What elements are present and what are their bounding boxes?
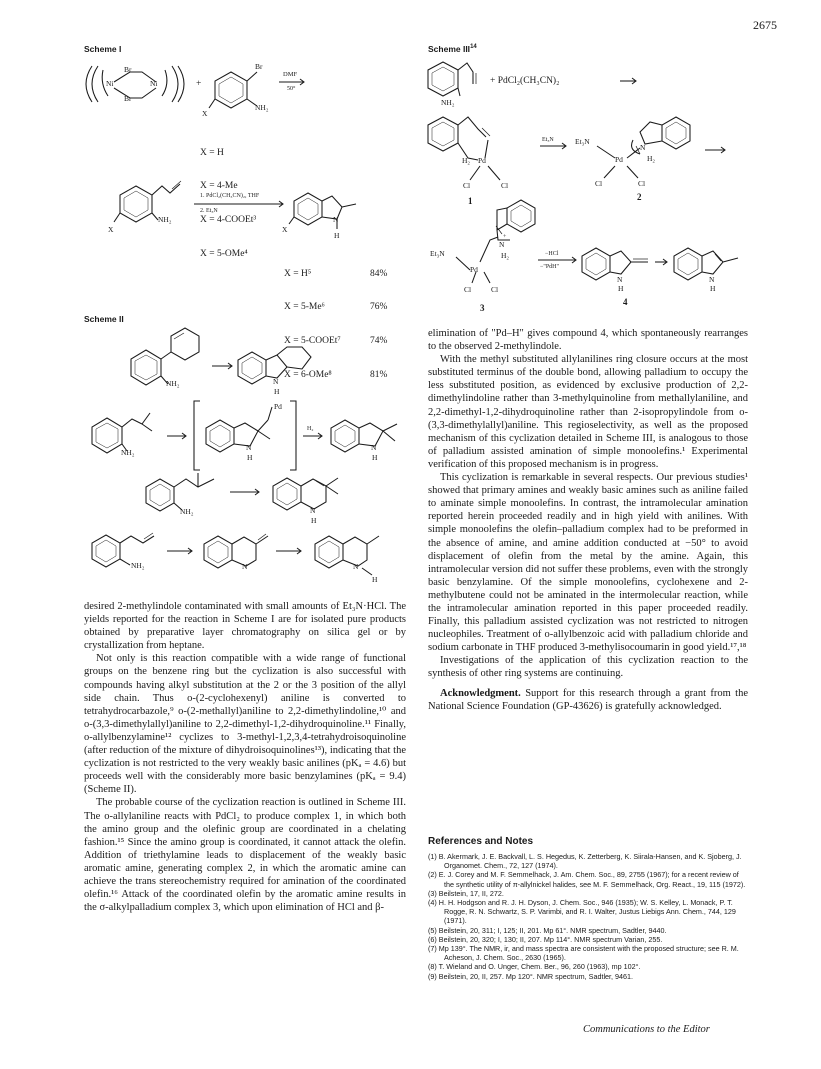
s3-elim-bottom: −"PdH" — [540, 264, 559, 270]
s3-c1-cl-left: Cl — [463, 181, 471, 190]
s3-c3-et3n: Et₃N — [430, 249, 445, 258]
page-number: 2675 — [753, 18, 777, 32]
s2-row2-n: N — [246, 443, 252, 452]
left-paragraph: The probable course of the cyclization reaction is outlined in Scheme III. The o-allylaniline reacts with PdCl₂ to produce complex 1, in which both the amino group and the olefinic group are coordinated in a chelating fashion.¹⁵ Since the amino group is coordinated, it cannot attack the olefin. Addition of triethylamine leads to displacement of the weakly basic aromatic amine, generating complex 2, in which the aromatic amine can achieve the trans stereochemistry required for amination of the coordinated olefin.¹⁶ Attack of the coordinated olefin by the aromatic amine results in the σ-alkylpalladium complex 3, which upon elimination of HCl and β- — [84, 797, 406, 914]
s3-final-h: H — [710, 284, 716, 293]
right-paragraph: Investigations of the application of this cyclization reaction to the synthesis of other ring systems are continuing. — [428, 655, 748, 680]
ni-br-bottom: Br — [124, 94, 132, 103]
reference-item: (8) T. Wieland and O. Unger, Chem. Ber., 96, 260 (1963), mp 102°. — [428, 962, 641, 972]
condition-temp: 50° — [287, 86, 296, 92]
footer-section: Communications to the Editor — [583, 1024, 710, 1035]
s3-c3-label: 3 — [480, 303, 485, 313]
s2-row4-nh2: NH₂ — [131, 561, 145, 570]
references-heading: References and Notes — [428, 836, 534, 847]
aniline-x: X — [202, 109, 208, 118]
reference-item: (9) Beilstein, 20, II, 257. Mp 120°. NMR spectrum, Sadtler, 9461. — [428, 971, 634, 981]
acknowledgment-heading: Acknowledgment. — [440, 687, 521, 699]
s3-c1-cl-right: Cl — [501, 181, 509, 190]
s2-row4-n: N — [242, 562, 248, 571]
s3-c2-et3n: Et₃N — [575, 137, 590, 146]
indole-x: X — [282, 225, 288, 234]
s3-c1-h2: H₂ — [462, 156, 471, 165]
s3-c2-pd: Pd — [615, 155, 623, 164]
s2-row2-prod-h: H — [372, 453, 378, 462]
s3-final-n: N — [709, 275, 715, 284]
product: X = H⁵ — [284, 268, 312, 279]
reference-item: (2) E. J. Corey and M. F. Semmelhack, J. Am. Chem. Soc., 89, 2755 (1967); for a recent review of the synthetic utility of π-allylnickel halides, see M. F. Semmelhack, Org. React., 19, 115 (1972). — [428, 870, 746, 889]
s2-row4-prod-n: N — [353, 562, 359, 571]
s2-row2-pd: Pd — [274, 402, 282, 411]
product: X = 5-COOEt⁷ — [284, 336, 341, 347]
s3-c3-plus: + — [503, 234, 507, 240]
reference-item: (1) B. Akermark, J. E. Backvall, L. S. Hegedus, K. Zetterberg, K. Siirala-Hansen, and K. Sjoberg, J. Organomet. Chem., 72, 127 (1974). — [428, 852, 742, 871]
s3-c3-h2: H₂ — [501, 251, 510, 260]
s2-row4-prod-h: H — [372, 575, 378, 584]
condition-solvent: DMF — [283, 71, 298, 78]
s3-elim-top: −HCl — [545, 251, 559, 257]
s2-row2-prod-n: N — [371, 443, 377, 452]
left-column — [84, 600, 406, 914]
s2-row1-nh2: NH₂ — [166, 379, 180, 388]
s2-row1-n: N — [273, 377, 279, 386]
s3-c2-cl-right: Cl — [638, 179, 646, 188]
s3-c4-h: H — [618, 284, 624, 293]
s3-c4-n: N — [617, 275, 623, 284]
s2-row1-h: H — [274, 387, 280, 396]
acknowledgment-text: Support for this research through a grant from the National Science Foundation (GP-43626) is gratefully acknowledged. — [428, 687, 749, 712]
s2-row3-nh2: NH₂ — [180, 507, 194, 516]
s3-c2-h2: H₂ — [647, 154, 656, 163]
s3-plus-reagent: + PdCl₂(CH₃CN)₂ — [490, 76, 560, 86]
acknowledgment — [428, 687, 748, 713]
indole-h: H — [334, 231, 340, 240]
yield: 84% — [370, 268, 388, 279]
ni-br-top: Br — [124, 65, 132, 74]
reference-item: (3) Beilstein, 17, II, 272. — [428, 888, 504, 898]
s3-c2-n: N — [640, 143, 646, 152]
scheme-3-ref: 14 — [470, 44, 477, 51]
s3-c3-n: N — [499, 240, 505, 249]
references-list — [428, 852, 750, 981]
reference-item: (6) Beilstein, 20, 320; I, 130; II, 207. Mp 114°. NMR spectrum Varian, 255. — [428, 934, 663, 944]
s2-row2-h: H — [247, 453, 253, 462]
s3-c2-cl-left: Cl — [595, 179, 603, 188]
x-variant: X = H — [200, 147, 224, 158]
ni-right: Ni — [150, 79, 158, 88]
left-paragraph: desired 2-methylindole contaminated with small amounts of Et₃N·HCl. The yields reported for the reaction in Scheme I are for isolated pure products obtained by preparative layer chromatography on silica gel or by crystallization from heptane. — [84, 601, 406, 652]
indole-n: N — [333, 215, 339, 224]
s3-c3-pd: Pd — [470, 265, 478, 274]
s3-c3-cl-left: Cl — [464, 285, 472, 294]
step-1: 1. PdCl₂(CH₃CN)₂, THF — [200, 193, 260, 199]
scheme-3-title-text: Scheme III — [428, 44, 471, 54]
right-column — [428, 327, 748, 713]
step-2: 2. Et₃N — [200, 208, 218, 214]
product: X = 5-Me⁶ — [284, 302, 325, 313]
right-paragraph: This cyclization is remarkable in several respects. Our previous studies¹ showed that primary amines and weakly basic amines such as aniline failed to aminate simple monoolefins. In contrast, the intramolecular amination reported herein proceeded readily and in high yield with anilines. With simple monoolefins the olefin–palladium complex had to be preformed in the absence of amine, and amine addition conducted at −50° to avoid displacement of olefin from the metal by the amine. Again, this intramolecular version did not suffer these problems, even with the strongly basic benzylamine. Of the simple monoolefins, cyclohexene and 2-methylbutene could not be aminated in the intermolecular reaction, while the intramolecular amination reported in this paper proceeded readily. Finally, this palladium assisted cyclization was not restricted to nitrogen nucleophiles. Treatment of o-allylbenzoic acid with palladium chloride and sodium carbonate in THF produced 3-methylisocoumarin in good yield.¹⁷,¹⁸ — [428, 472, 748, 654]
x-variant: X = 5-OMe⁴ — [200, 249, 248, 260]
allyl-nh2: NH₂ — [158, 215, 172, 224]
plus-sign: + — [196, 79, 202, 89]
scheme-2-title: Scheme II — [84, 314, 124, 324]
left-paragraph: Not only is this reaction compatible with a wide range of functional groups on the benzene ring but the cyclization is also successful with compounds having alkyl substitution at the 2 or the 3 position of the allyl side chain. Thus o-(2-cyclohexenyl) aniline is converted to tetrahydrocarbazole,⁹ o-(2-methallyl)aniline to 2,2-dimethylindoline,¹⁰ and o-(3,3-dimethylallyl)aniline to 2,2-dimethyl-1,2-dihydroquinoline.¹¹ Finally, o-allylbenzylamine¹² cyclizes to 3-methyl-1,2,3,4-tetrahydroisoquinoline (after reduction of the mixture of dihydroisoquinolines¹³), indicating that the cyclization is not restricted to the very weakly basic anilines (pKₐ = 4.6) but proceeds well with the considerably more basic benzylamines (pKₐ = 9.4) (Scheme II). — [84, 653, 406, 796]
s3-arrow-reagent: Et₃N — [542, 137, 554, 143]
s2-row2-nh2: NH₂ — [121, 448, 135, 457]
s2-row2-reagent: H₂ — [307, 426, 314, 432]
s3-c3-cl-right: Cl — [491, 285, 499, 294]
s3-c1-label: 1 — [468, 196, 473, 206]
reference-item: (4) H. H. Hodgson and R. J. H. Dyson, J. Chem. Soc., 946 (1935); W. S. Kelley, L. Monack, P. T. Rogge, R. N. Schwartz, S. P. Varimbi, and R. I. Walter, Justus Liebigs Ann. Chem., 744, 129 (1971). — [428, 898, 736, 926]
s3-c2-label: 2 — [637, 192, 642, 202]
x-variant: X = 4-COOEt³ — [200, 215, 257, 226]
right-paragraph: elimination of "Pd–H" gives compound 4, which spontaneously rearranges to the observed 2-methylindole. — [428, 328, 748, 353]
reference-item: (5) Beilstein, 20, 311; I, 125; II, 201. Mp 61°. NMR spectrum, Sadtler, 9440. — [428, 925, 667, 935]
s3-nh2: NH₂ — [441, 98, 455, 107]
s2-row3-n: N — [310, 506, 316, 515]
s2-row3-h: H — [311, 516, 317, 525]
yield: 76% — [370, 302, 388, 313]
aniline-nh2: NH₂ — [255, 103, 269, 112]
right-paragraph: With the methyl substituted allylanilines ring closure occurs at the most substituted terminus of the double bond, allowing palladium to occupy the less substituted position, as evidenced by exclusive production of 2,2-dimethylindoline rather than 3-methylquinoline from methallylaniline, and 2,2-dimethyl-1,2-dihydroquinoline rather than 2-isopropylindole from o-(3,3-dimethylallyl)aniline. This regioselectivity, as well as the proposed mechanism of this cyclization detailed in Scheme III, is analogous to those of palladium assisted amination of simple monoolefins.¹ Experimental verification of this proposed mechanism is in progress. — [428, 354, 748, 470]
yield: 81% — [370, 370, 388, 381]
allyl-x: X — [108, 225, 114, 234]
x-variant: X = 4-Me — [200, 181, 238, 192]
s3-c4-label: 4 — [623, 297, 628, 307]
aniline-br: Br — [255, 62, 263, 71]
product: X = 6-OMe⁸ — [284, 370, 332, 381]
yield: 74% — [370, 336, 388, 347]
ni-left: Ni — [106, 79, 114, 88]
scheme-1-title: Scheme I — [84, 44, 122, 54]
reference-item: (7) Mp 139°. The NMR, ir, and mass spectra are consistent with the proposed structure; see R. M. Acheson, J. Chem. Soc., 2630 (1965). — [428, 944, 739, 963]
s3-c1-pd: Pd — [478, 156, 486, 165]
